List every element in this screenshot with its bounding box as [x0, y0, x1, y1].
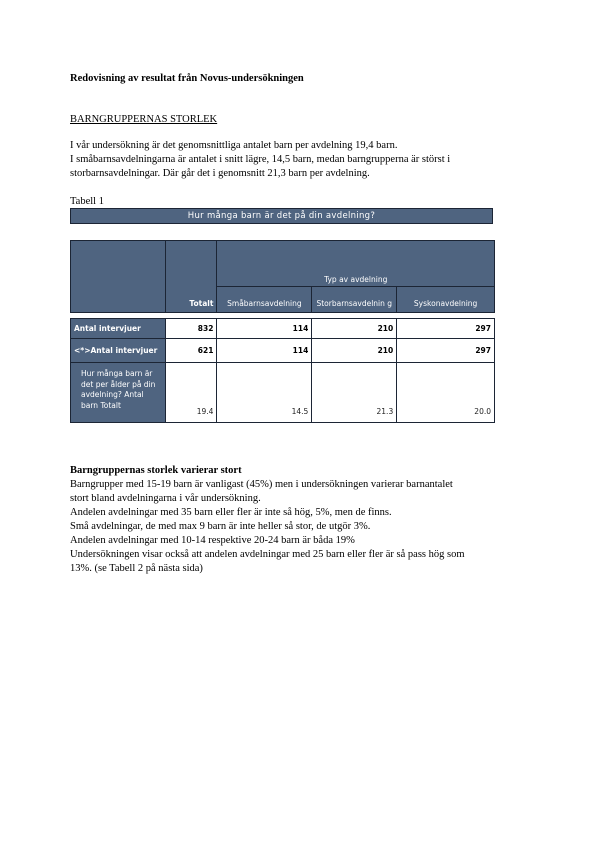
body-line: Undersökningen visar också att andelen avdelningar med 25 barn eller fler är så pass hög som	[70, 549, 465, 560]
cell-value: 621	[165, 339, 217, 363]
cell-value: 297	[397, 319, 495, 339]
body-line: Andelen avdelningar med 10-14 respektive 20-24 barn är båda 19%	[70, 535, 355, 546]
variation-paragraph	[70, 478, 465, 576]
table-row	[71, 339, 495, 363]
table-row	[71, 363, 495, 423]
table-row	[71, 319, 495, 339]
body-line: stort bland avdelningarna i vår undersökning.	[70, 493, 261, 504]
intro-line: I småbarnsavdelningarna är antalet i snitt lägre, 14,5 barn, medan barngrupperna är störst i	[70, 154, 451, 165]
section-title-variation: Barngruppernas storlek varierar stort	[70, 465, 242, 476]
intro-paragraph	[70, 139, 450, 181]
cell-value: 14.5	[217, 363, 312, 423]
col-header-total: Totalt	[165, 241, 217, 313]
table-question-header: Hur många barn är det på din avdelning?	[70, 208, 493, 224]
group-header-department-type: Typ av avdelning	[217, 241, 495, 287]
row-label: <*>Antal intervjuer	[71, 339, 166, 363]
intro-line: I vår undersökning är det genomsnittliga antalet barn per avdelning 19,4 barn.	[70, 140, 398, 151]
cell-value: 21.3	[312, 363, 397, 423]
intro-line: storbarnsavdelningar. Där går det i genomsnitt 21,3 barn per avdelning.	[70, 168, 370, 179]
col-header-older-children: Storbarnsavdelnin g	[312, 287, 397, 313]
body-line: Barngrupper med 15-19 barn är vanligast (45%) men i undersökningen varierar barnantalet	[70, 479, 453, 490]
cell-value: 210	[312, 339, 397, 363]
cell-value: 19.4	[165, 363, 217, 423]
section-title-group-size: BARNGRUPPERNAS STORLEK	[70, 114, 218, 125]
cell-value: 297	[397, 339, 495, 363]
cell-value: 210	[312, 319, 397, 339]
results-table	[70, 240, 495, 423]
cell-value: 114	[217, 339, 312, 363]
col-header-sibling: Syskonavdelning	[397, 287, 495, 313]
body-line: Små avdelningar, de med max 9 barn är inte heller så stor, de utgör 3%.	[70, 521, 371, 532]
body-line: 13%. (se Tabell 2 på nästa sida)	[70, 563, 203, 574]
cell-value: 20.0	[397, 363, 495, 423]
row-label: Antal intervjuer	[71, 319, 166, 339]
body-line: Andelen avdelningar med 35 barn eller fler är inte så hög, 5%, men de finns.	[70, 507, 392, 518]
cell-value: 832	[165, 319, 217, 339]
document-heading: Redovisning av resultat från Novus-undersökningen	[70, 73, 304, 84]
col-header-small-children: Småbarnsavdelning	[217, 287, 312, 313]
row-label: Hur många barn är det per ålder på din avdelning? Antal barn Totalt	[71, 363, 166, 423]
table-corner-cell	[71, 241, 166, 313]
cell-value: 114	[217, 319, 312, 339]
table-caption: Tabell 1	[70, 196, 104, 207]
